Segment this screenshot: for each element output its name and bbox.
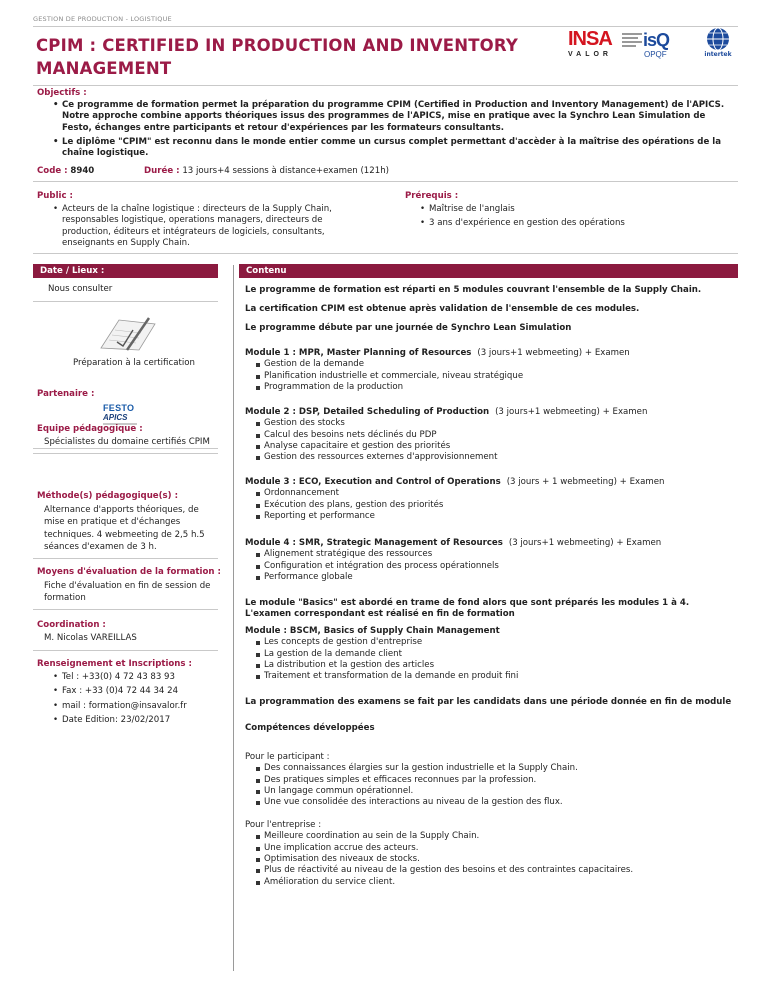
apics-logo-text: APICS (103, 413, 128, 422)
divider (33, 609, 218, 610)
module-item: La distribution et la gestion des articles (255, 660, 740, 671)
category-label: GESTION DE PRODUCTION - LOGISTIQUE (33, 15, 172, 23)
module-title: Module 2 : DSP, Detailed Scheduling of Production (3 jours+1 webmeeting) + Examen (245, 407, 648, 417)
skill-item: Amélioration du service client. (255, 877, 740, 888)
skill-item: Plus de réactivité au niveau de la gestion des besoins et des contraintes capacitaires. (255, 865, 740, 876)
module-item: Performance globale (255, 572, 740, 583)
info-label: Renseignement et Inscriptions : (37, 659, 192, 669)
methods-label: Méthode(s) pédagogique(s) : (37, 491, 179, 501)
objectives-list (53, 100, 733, 163)
module-detail: (3 jours+1 webmeeting) + Examen (508, 538, 662, 548)
module-item: Traitement et transformation de la demande en produit fini (255, 671, 740, 682)
code-row (37, 166, 94, 177)
skill-item: Une vue consolidée des interactions au niveau de la gestion des flux. (255, 797, 740, 808)
methods-value: Alternance d'apports théoriques, de mise en pratique et d'échanges techniques. 4 webmeeting de 2,5 h.5 séances d'examen de 3 h. (44, 505, 205, 553)
module-item: Configuration et intégration des process opérationnels (255, 561, 740, 572)
eval-value: Fiche d'évaluation en fin de session de formation (44, 581, 211, 604)
column-divider (233, 265, 234, 971)
public-label: Public : (37, 191, 73, 201)
coordination-value: M. Nicolas VAREILLAS (44, 633, 137, 643)
company-section (245, 820, 740, 888)
module-item: Gestion des stocks (255, 418, 740, 429)
module-4 (245, 538, 740, 583)
prerequisite-item: • Maîtrise de l'anglais (420, 204, 720, 215)
objective-item: • Le diplôme "CPIM" est reconnu dans le monde entier comme un cursus complet permettant d'accèder à la maîtrise des opérations de la chaîne logistique. (53, 137, 733, 160)
objective-item: • Ce programme de formation permet la préparation du programme CPIM (Certified in Production and Inventory Management) de l'APICS. Notre approche combine apports théoriques issus des programmes de l'APICS, mise en pratique avec la Synchro Lean Simulation de Festo, échanges entre participants et retour d'expériences par les formateurs consultants. (53, 100, 733, 134)
module-item: Gestion des ressources externes d'approvisionnement (255, 452, 740, 463)
isq-logo-text: isQ (643, 30, 670, 50)
module-item: Analyse capacitaire et gestion des priorités (255, 441, 740, 452)
intertek-logo-text: intertek (704, 51, 732, 58)
info-list (53, 672, 223, 726)
module-item: Programmation de la production (255, 382, 740, 393)
module-title: Module 1 : MPR, Master Planning of Resources (3 jours+1 webmeeting) + Examen (245, 348, 630, 358)
skill-item: Meilleure coordination au sein de la Supply Chain. (255, 831, 740, 842)
module-title: Module 4 : SMR, Strategic Management of Resources (3 jours+1 webmeeting) + Examen (245, 538, 662, 548)
divider (33, 85, 738, 86)
team-value: Spécialistes du domaine certifiés CPIM (44, 437, 210, 447)
info-item: • Date Edition: 23/02/2017 (53, 715, 223, 726)
public-list (53, 204, 368, 249)
content-header: Contenu (239, 264, 738, 278)
prerequisite-item: • 3 ans d'expérience en gestion des opérations (420, 218, 720, 229)
duration-row (144, 166, 389, 177)
module-detail: (3 jours+1 webmeeting) + Examen (477, 348, 630, 358)
module-detail: (3 jours + 1 webmeeting) + Examen (506, 477, 665, 487)
module-5 (245, 626, 740, 683)
isq-opqf-logo (622, 27, 682, 63)
coordination-label: Coordination : (37, 620, 106, 630)
public-item: • Acteurs de la chaîne logistique : directeurs de la Supply Chain, responsables logistique, operations managers, directeurs de production, éditeurs et intégrateurs de logiciels, consultants, enseignants en Supply Chain. (53, 204, 368, 249)
participant-section (245, 752, 740, 809)
divider (33, 453, 218, 454)
module-item: Alignement stratégique des ressources (255, 549, 740, 560)
module-item: Reporting et performance (255, 511, 740, 522)
info-item: • Tel : +33(0) 4 72 43 83 93 (53, 672, 223, 683)
eval-label: Moyens d'évaluation de la formation : (37, 567, 221, 577)
isq-fine-print (622, 33, 642, 47)
objectives-label: Objectifs : (37, 88, 87, 98)
valor-logo-text: VALOR (568, 51, 612, 58)
certification-image (97, 316, 157, 352)
category-bar (33, 14, 738, 27)
prerequisites-label: Prérequis : (405, 191, 459, 201)
company-label: Pour l'entreprise : (245, 820, 322, 830)
prerequisites-list (420, 204, 720, 230)
module-item: La gestion de la demande client (255, 649, 740, 660)
content-intro-2: La certification CPIM est obtenue après validation de l'ensemble de ces modules. (245, 304, 640, 314)
festo-logo-text: FESTO (103, 403, 135, 413)
opqf-logo-text: OPQF (644, 50, 667, 59)
module-item: Ordonnancement (255, 488, 740, 499)
info-item: • mail : formation@insavalor.fr (53, 701, 223, 712)
divider (33, 181, 738, 182)
insa-valor-logo (568, 29, 614, 61)
image-caption: Préparation à la certification (73, 358, 195, 368)
module-item: Gestion de la demande (255, 359, 740, 370)
module-detail: (3 jours+1 webmeeting) + Examen (495, 407, 648, 417)
partner-label: Partenaire : (37, 389, 95, 399)
module-3 (245, 477, 740, 522)
divider (33, 253, 738, 254)
code-label: Code : (37, 166, 68, 176)
skill-item: Un langage commun opérationnel. (255, 786, 740, 797)
divider (33, 558, 218, 559)
skill-item: Des connaissances élargies sur la gestion industrielle et la Supply Chain. (255, 763, 740, 774)
module-item: Planification industrielle et commerciale, niveau stratégique (255, 371, 740, 382)
date-header: Date / Lieux : (33, 264, 218, 278)
basics-note: Le module "Basics" est abordé en trame de fond alors que sont préparés les modules 1 à 4. L'examen correspondant est réalisé en fin de formation (245, 598, 690, 620)
date-value: Nous consulter (48, 284, 113, 294)
module-2 (245, 407, 740, 464)
module-item: Exécution des plans, gestion des priorités (255, 500, 740, 511)
globe-icon (706, 27, 730, 51)
page-title: CPIM : CERTIFIED IN PRODUCTION AND INVENTORY MANAGEMENT (36, 36, 519, 78)
info-item: • Fax : +33 (0)4 72 44 34 24 (53, 686, 223, 697)
skill-item: Des pratiques simples et efficaces reconnues par la profession. (255, 775, 740, 786)
module-title: Module : BSCM, Basics of Supply Chain Management (245, 626, 500, 636)
pen-paper-icon (97, 316, 157, 352)
team-label: Equipe pédagogique : (37, 424, 143, 434)
exam-note: La programmation des examens se fait par les candidats dans une période donnée en fin de module (245, 697, 732, 707)
logos-area (568, 27, 738, 63)
module-title: Module 3 : ECO, Execution and Control of Operations (3 jours + 1 webmeeting) + Examen (245, 477, 665, 487)
skill-item: Optimisation des niveaux de stocks. (255, 854, 740, 865)
content-intro-3: Le programme débute par une journée de Synchro Lean Simulation (245, 323, 572, 333)
module-item: Les concepts de gestion d'entreprise (255, 637, 740, 648)
content-intro-1: Le programme de formation est réparti en 5 modules couvrant l'ensemble de la Supply Chain. (245, 285, 702, 295)
duration-label: Durée : (144, 166, 180, 176)
code-value: 8940 (70, 166, 95, 176)
insa-logo-text: INSA (568, 28, 612, 50)
duration-value: 13 jours+4 sessions à distance+examen (121h) (182, 166, 389, 176)
intertek-logo (700, 27, 736, 63)
skill-item: Une implication accrue des acteurs. (255, 843, 740, 854)
participant-label: Pour le participant : (245, 752, 330, 762)
divider (33, 650, 218, 651)
skills-title: Compétences développées (245, 723, 375, 733)
module-item: Calcul des besoins nets déclinés du PDP (255, 430, 740, 441)
module-1 (245, 348, 740, 393)
divider (33, 301, 218, 302)
